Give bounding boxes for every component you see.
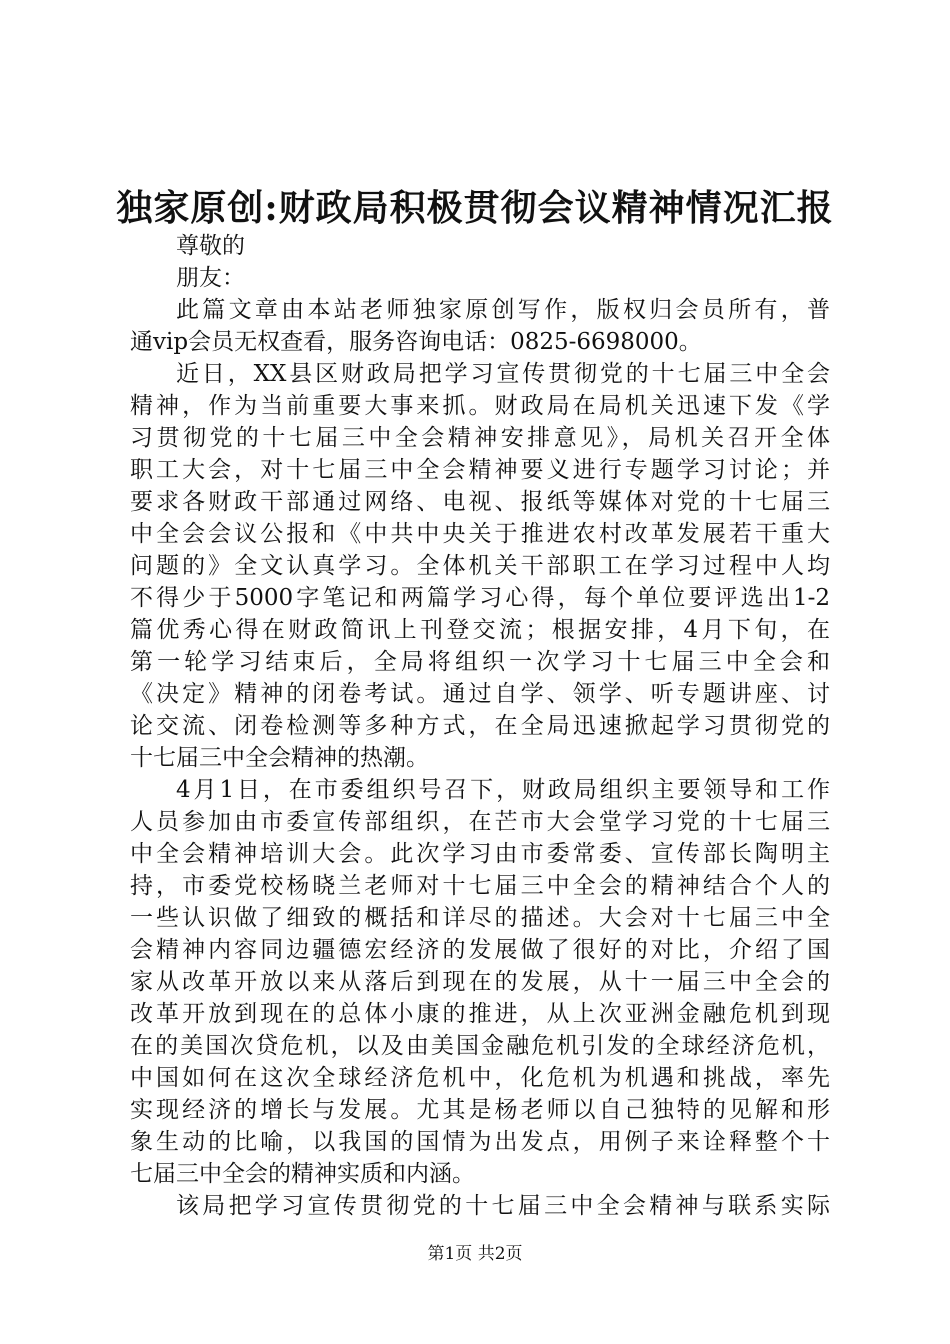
text-line: 篇优秀心得在财政简讯上刊登交流；根据安排，4月下旬，在: [130, 617, 830, 643]
text-line: 改革开放到现在的总体小康的推进，从上次亚洲金融危机到现: [130, 1001, 830, 1027]
text-line: 持，市委党校杨晓兰老师对十七届三中全会的精神结合个人的: [130, 873, 830, 899]
text-line: 中全会会议公报和《中共中央关于推进农村改革发展若干重大: [130, 521, 830, 547]
text-line: 实现经济的增长与发展。尤其是杨老师以自己独特的见解和形: [130, 1097, 830, 1123]
text-line: 要求各财政干部通过网络、电视、报纸等媒体对党的十七届三: [130, 489, 830, 515]
text-line: 中全会精神培训大会。此次学习由市委常委、宣传部长陶明主: [130, 841, 830, 867]
text-line: 十七届三中全会精神的热潮。: [130, 745, 429, 771]
document-title: 独家原创:财政局积极贯彻会议精神情况汇报: [116, 187, 834, 229]
text-line: 近日，XX县区财政局把学习宣传贯彻党的十七届三中全会: [176, 361, 830, 387]
paragraph-copyright: [130, 294, 830, 358]
page-footer: 第1页 共2页: [427, 1244, 523, 1264]
text-line: 不得少于5000字笔记和两篇学习心得，每个单位要评选出1-2: [130, 585, 830, 611]
text-line: 象生动的比喻，以我国的国情为出发点，用例子来诠释整个十: [130, 1129, 830, 1155]
text-line: 中国如何在这次全球经济危机中，化危机为机遇和挑战，率先: [130, 1065, 830, 1091]
salutation-line: 尊敬的: [176, 233, 245, 259]
text-line: 习贯彻党的十七届三中全会精神安排意见》，局机关召开全体: [130, 425, 830, 451]
document-body: [130, 230, 830, 1222]
paragraph-april: [130, 774, 830, 1190]
text-line: 4月1日，在市委组织号召下，财政局组织主要领导和工作: [176, 777, 830, 803]
text-line: 在的美国次贷危机，以及由美国金融危机引发的全球经济危机，: [130, 1033, 830, 1059]
text-line: 会精神内容同边疆德宏经济的发展做了很好的对比，介绍了国: [130, 937, 830, 963]
text-line: 该局把学习宣传贯彻党的十七届三中全会精神与联系实际: [176, 1193, 830, 1219]
paragraph-practice: [130, 1190, 830, 1222]
salutation-line: 朋友：: [176, 265, 245, 291]
text-line: 问题的》全文认真学习。全体机关干部职工在学习过程中人均: [130, 553, 830, 579]
text-line: 精神，作为当前重要大事来抓。财政局在局机关迅速下发《学: [130, 393, 830, 419]
text-line: 通vip会员无权查看，服务咨询电话：0825-6698000。: [130, 329, 702, 355]
text-line: 家从改革开放以来从落后到现在的发展，从十一届三中全会的: [130, 969, 830, 995]
text-line: 一些认识做了细致的概括和详尽的描述。大会对十七届三中全: [130, 905, 830, 931]
paragraph-recent: [130, 358, 830, 774]
text-line: 《决定》精神的闭卷考试。通过自学、领学、听专题讲座、讨: [130, 681, 830, 707]
text-line: 人员参加由市委宣传部组织，在芒市大会堂学习党的十七届三: [130, 809, 830, 835]
text-line: 七届三中全会的精神实质和内涵。: [130, 1161, 475, 1187]
text-line: 职工大会，对十七届三中全会精神要义进行专题学习讨论；并: [130, 457, 830, 483]
text-line: 此篇文章由本站老师独家原创写作，版权归会员所有，普: [176, 297, 830, 323]
text-line: 第一轮学习结束后，全局将组织一次学习十七届三中全会和: [130, 649, 830, 675]
text-line: 论交流、闭卷检测等多种方式，在全局迅速掀起学习贯彻党的: [130, 713, 830, 739]
